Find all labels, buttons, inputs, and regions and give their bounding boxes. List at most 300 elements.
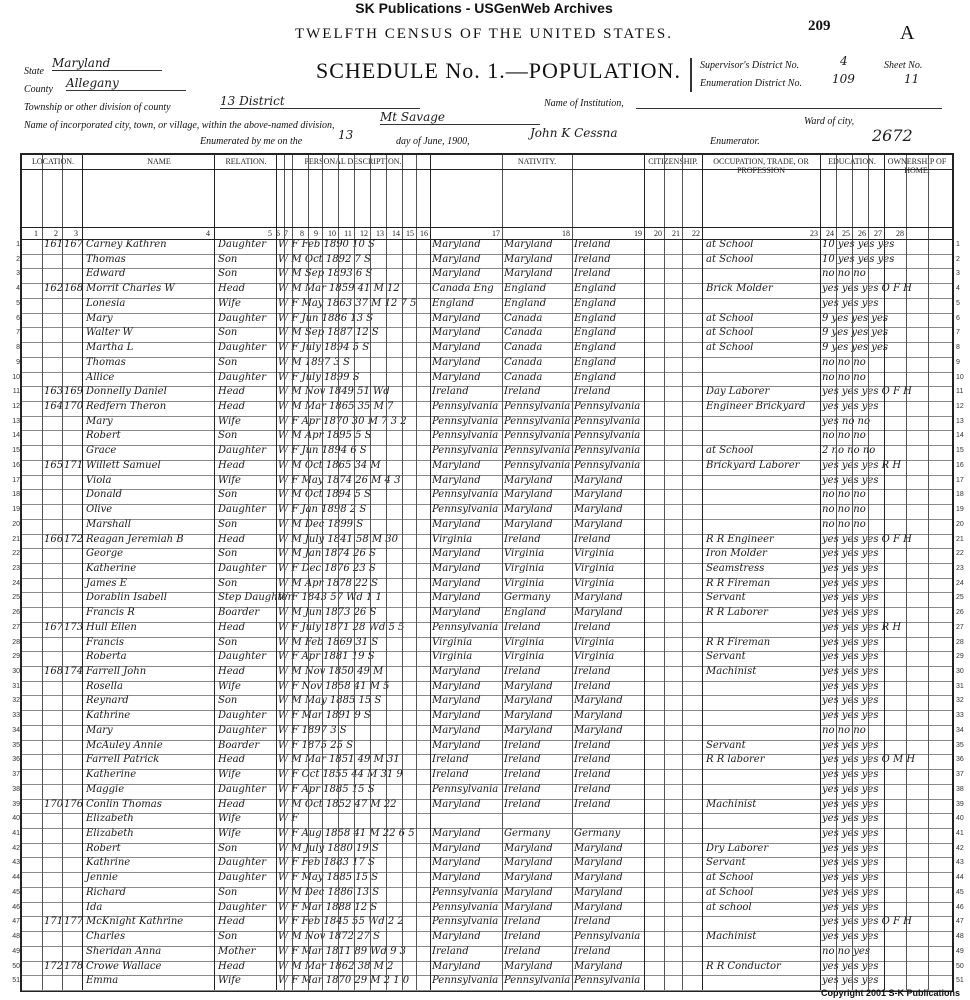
birthplace-father: Maryland	[504, 901, 553, 913]
birthplace-mother: Maryland	[574, 504, 623, 516]
header-rule	[22, 227, 952, 228]
person-name: Mary	[86, 312, 113, 324]
education-ownership: yes yes yes	[822, 607, 879, 619]
personal-description: W M Mar 1865 35 M 7	[278, 400, 394, 412]
row-number-right: 21	[956, 535, 964, 543]
birthplace-person: Pennsylvania	[432, 400, 499, 412]
person-name: McKnight Kathrine	[86, 916, 184, 928]
birthplace-person: Maryland	[432, 666, 481, 678]
birthplace-person: Pennsylvania	[432, 916, 499, 928]
birthplace-mother: Maryland	[574, 710, 623, 722]
relation: Wife	[218, 769, 241, 781]
education-ownership: yes yes yes	[822, 651, 879, 663]
row-number-right: 40	[956, 815, 964, 823]
row-number-right: 13	[956, 417, 964, 425]
person-name: Viola	[86, 474, 112, 486]
relation: Son	[218, 548, 238, 560]
relation: Son	[218, 636, 238, 648]
education-ownership: yes yes yes O M H	[822, 754, 916, 766]
county-label: County	[24, 84, 53, 95]
birthplace-person: Maryland	[432, 518, 481, 530]
row-number: 41	[12, 830, 20, 838]
relation: Mother	[218, 945, 256, 957]
dwelling-number: 172	[44, 960, 64, 972]
birthplace-father: Pennsylvania	[504, 975, 571, 987]
birthplace-father: Virginia	[504, 577, 545, 589]
occupation: at School	[706, 872, 754, 884]
column-rule	[322, 155, 323, 990]
occupation: Servant	[706, 592, 746, 604]
personal-description: W F Jan 1898 2 S	[278, 504, 367, 516]
person-name: Katherine	[86, 562, 137, 574]
row-number-right: 3	[956, 270, 960, 278]
education-ownership: yes yes yes	[822, 739, 879, 751]
occupation: Brickyard Laborer	[706, 459, 800, 471]
birthplace-father: Ireland	[504, 931, 541, 943]
column-rule	[852, 155, 853, 990]
relation: Head	[218, 798, 246, 810]
row-number-right: 33	[956, 712, 964, 720]
row-number-right: 37	[956, 771, 964, 779]
person-name: Elizabeth	[86, 828, 134, 840]
birthplace-father: Maryland	[504, 504, 553, 516]
row-number: 34	[12, 726, 20, 734]
family-number: 168	[64, 283, 84, 295]
state-label: State	[24, 66, 44, 77]
dwelling-number: 165	[44, 459, 64, 471]
row-number: 51	[12, 977, 20, 985]
person-name: Richard	[86, 886, 126, 898]
person-name: Charles	[86, 931, 126, 943]
row-number: 39	[12, 800, 20, 808]
birthplace-person: Pennsylvania	[432, 886, 499, 898]
row-number: 20	[12, 520, 20, 528]
personal-description: W M Mar 1862 38 M 2	[278, 960, 394, 972]
personal-description: W M Jan 1874 26 S	[278, 548, 376, 560]
column-rule	[402, 155, 403, 990]
birthplace-mother: Ireland	[574, 239, 611, 250]
birthplace-father: Ireland	[504, 533, 541, 545]
personal-description: W F May 1874 26 M 4 3	[278, 474, 401, 486]
birthplace-mother: Virginia	[574, 651, 615, 663]
column-number: 21	[672, 229, 680, 238]
birthplace-mother: Virginia	[574, 636, 615, 648]
birthplace-person: Virginia	[432, 533, 473, 545]
dwelling-number: 171	[44, 916, 64, 928]
birthplace-father: Germany	[504, 828, 551, 840]
education-ownership: yes no no	[822, 415, 870, 427]
relation: Daughter	[218, 710, 266, 722]
relation: Daughter	[218, 562, 266, 574]
birthplace-person: Maryland	[432, 548, 481, 560]
family-number: 178	[64, 960, 84, 972]
birthplace-mother: Pennsylvania	[574, 445, 641, 457]
column-number: 14	[392, 229, 400, 238]
column-rule	[416, 155, 417, 990]
birthplace-person: Pennsylvania	[432, 415, 499, 427]
birthplace-mother: Ireland	[574, 754, 611, 766]
sheet-letter: A	[900, 22, 915, 44]
column-number: 20	[654, 229, 662, 238]
personal-description: W M Apr 1878 22 S	[278, 577, 378, 589]
column-number: 5	[268, 229, 272, 238]
column-rule	[664, 155, 665, 990]
row-number-right: 15	[956, 447, 964, 455]
row-number: 24	[12, 579, 20, 587]
copyright-footer: Copyright 2001 S-K Publications	[820, 988, 960, 998]
birthplace-father: Maryland	[504, 857, 553, 869]
relation: Son	[218, 577, 238, 589]
education-ownership: no no no	[822, 371, 866, 383]
column-rule	[884, 155, 885, 990]
birthplace-mother: Ireland	[574, 945, 611, 957]
relation: Daughter	[218, 445, 266, 457]
occupation: Seamstress	[706, 562, 765, 574]
birthplace-person: Maryland	[432, 931, 481, 943]
birthplace-person: Ireland	[432, 754, 469, 766]
birthplace-mother: Maryland	[574, 886, 623, 898]
person-name: Martha L	[86, 342, 134, 354]
birthplace-person: Ireland	[432, 386, 469, 398]
column-number: 3	[74, 229, 78, 238]
birthplace-father: Maryland	[504, 886, 553, 898]
row-number-right: 27	[956, 623, 964, 631]
column-number: 4	[206, 229, 210, 238]
education-ownership: 2 no no no	[822, 445, 876, 457]
personal-description: W F Jun 1886 13 S	[278, 312, 374, 324]
birthplace-person: Maryland	[432, 562, 481, 574]
row-number-right: 9	[956, 358, 960, 366]
birthplace-person: Maryland	[432, 342, 481, 354]
row-number-right: 25	[956, 594, 964, 602]
person-name: Rosella	[86, 680, 123, 692]
personal-description: W F May 1885 15 S	[278, 872, 378, 884]
relation: Head	[218, 459, 246, 471]
institution-label: Name of Institution,	[544, 98, 624, 109]
person-name: Francis	[86, 636, 125, 648]
person-name: Kathrine	[86, 857, 131, 869]
column-number: 23	[810, 229, 818, 238]
row-number-right: 35	[956, 741, 964, 749]
personal-description: W F Feb 1845 55 Wd 2 2	[278, 916, 404, 928]
row-number: 6	[16, 314, 20, 322]
relation: Son	[218, 356, 238, 368]
row-number-right: 38	[956, 785, 964, 793]
census-title: TWELFTH CENSUS OF THE UNITED STATES.	[294, 26, 674, 42]
personal-description: W F July 1899 S	[278, 371, 360, 383]
birthplace-father: Maryland	[504, 239, 553, 250]
row-number-right: 26	[956, 609, 964, 617]
education-ownership: yes yes yes O F H	[822, 533, 912, 545]
birthplace-person: Maryland	[432, 592, 481, 604]
row-number: 38	[12, 785, 20, 793]
education-ownership: 10 yes yes yes	[822, 253, 895, 265]
row-number: 27	[12, 623, 20, 631]
personal-description: W M Oct 1892 7 S	[278, 253, 371, 265]
dwelling-number: 163	[44, 386, 64, 398]
column-number: 2	[54, 229, 58, 238]
birthplace-person: Ireland	[432, 769, 469, 781]
birthplace-mother: Maryland	[574, 489, 623, 501]
birthplace-person: Maryland	[432, 239, 481, 250]
birthplace-father: Maryland	[504, 489, 553, 501]
education-ownership: no no no	[822, 489, 866, 501]
person-name: Sheridan Anna	[86, 945, 162, 957]
personal-description: W F 1875 25 S	[278, 739, 353, 751]
column-rule	[572, 155, 573, 990]
column-rule	[370, 155, 371, 990]
birthplace-person: Maryland	[432, 371, 481, 383]
personal-description: W M Dec 1899 S	[278, 518, 364, 530]
personal-description: W F Aug 1858 41 M 22 6 5	[278, 828, 415, 840]
column-number: 12	[360, 229, 368, 238]
occupation: at School	[706, 445, 754, 457]
person-name: Morrit Charles W	[86, 283, 175, 295]
birthplace-father: Maryland	[504, 710, 553, 722]
birthplace-father: Maryland	[504, 960, 553, 972]
row-number: 13	[12, 417, 20, 425]
col-group-location: LOCATION.	[32, 157, 74, 166]
birthplace-mother: Ireland	[574, 798, 611, 810]
dwelling-number: 166	[44, 533, 64, 545]
row-number-right: 48	[956, 933, 964, 941]
birthplace-father: Maryland	[504, 724, 553, 736]
person-name: Katherine	[86, 769, 137, 781]
person-name: Marshall	[86, 518, 131, 530]
birthplace-mother: England	[574, 327, 617, 339]
row-number-right: 22	[956, 550, 964, 558]
birthplace-father: Ireland	[504, 754, 541, 766]
row-number-right: 30	[956, 668, 964, 676]
birthplace-father: Pennsylvania	[504, 459, 571, 471]
column-rule	[928, 155, 929, 990]
row-number: 50	[12, 962, 20, 970]
relation: Head	[218, 400, 246, 412]
birthplace-father: Maryland	[504, 474, 553, 486]
birthplace-father: Virginia	[504, 636, 545, 648]
education-ownership: yes yes yes	[822, 975, 879, 987]
personal-description: W F 1843 57 Wd 1 1	[278, 592, 382, 604]
ward-label: Ward of city,	[804, 116, 855, 127]
dwelling-number: 168	[44, 666, 64, 678]
relation: Boarder	[218, 607, 260, 619]
column-rule	[42, 155, 43, 990]
col-group-education: EDUCATION.	[828, 157, 876, 166]
education-ownership: 9 yes yes yes	[822, 312, 888, 324]
personal-description: W M July 1841 58 M 30	[278, 533, 399, 545]
row-number: 19	[12, 506, 20, 514]
family-number: 171	[64, 459, 84, 471]
person-name: Carney Kathren	[86, 239, 167, 250]
family-number: 172	[64, 533, 84, 545]
birthplace-person: Pennsylvania	[432, 489, 499, 501]
column-rule	[820, 155, 821, 990]
birthplace-person: Maryland	[432, 960, 481, 972]
birthplace-mother: Ireland	[574, 533, 611, 545]
relation: Daughter	[218, 872, 266, 884]
birthplace-mother: Maryland	[574, 724, 623, 736]
birthplace-person: Maryland	[432, 724, 481, 736]
row-number: 30	[12, 668, 20, 676]
birthplace-person: Maryland	[432, 268, 481, 280]
dwelling-number: 167	[44, 621, 64, 633]
person-name: Dorablin Isabell	[86, 592, 167, 604]
personal-description: W F Mar 1811 89 Wd 9 3	[278, 945, 407, 957]
birthplace-father: Ireland	[504, 666, 541, 678]
family-number: 176	[64, 798, 84, 810]
row-number: 21	[12, 535, 20, 543]
personal-description: W M Nov 1849 51 Wd	[278, 386, 390, 398]
row-number: 32	[12, 697, 20, 705]
occupation: at school	[706, 901, 752, 913]
person-name: Robert	[86, 430, 121, 442]
row-number: 45	[12, 888, 20, 896]
row-number-right: 18	[956, 491, 964, 499]
row-number: 48	[12, 933, 20, 941]
personal-description: W F	[278, 813, 299, 825]
column-rule	[386, 155, 387, 990]
column-rule	[354, 155, 355, 990]
education-ownership: yes yes yes	[822, 474, 879, 486]
occupation: Dry Laborer	[706, 842, 769, 854]
family-number: 177	[64, 916, 84, 928]
education-ownership: no no no	[822, 268, 866, 280]
birthplace-father: Maryland	[504, 253, 553, 265]
enumerator-name: John K Cessna	[530, 126, 618, 140]
birthplace-mother: Ireland	[574, 268, 611, 280]
occupation: Servant	[706, 739, 746, 751]
personal-description: W M Oct 1865 34 M	[278, 459, 381, 471]
occupation: at School	[706, 239, 754, 250]
personal-description: W M Nov 1850 49 M	[278, 666, 384, 678]
person-name: Farrell John	[86, 666, 147, 678]
birthplace-father: Canada	[504, 327, 543, 339]
birthplace-person: Maryland	[432, 356, 481, 368]
relation: Daughter	[218, 857, 266, 869]
source-banner: SK Publications - USGenWeb Archives	[355, 0, 613, 16]
personal-description: W F Nov 1858 41 M 5	[278, 680, 390, 692]
birthplace-person: Maryland	[432, 607, 481, 619]
relation: Son	[218, 842, 238, 854]
education-ownership: 10 yes yes yes	[822, 239, 895, 250]
header-rule	[22, 169, 952, 170]
column-number: 25	[842, 229, 850, 238]
city-value: Mt Savage	[380, 110, 540, 125]
row-number: 25	[12, 594, 20, 602]
occupation: Machinist	[706, 931, 757, 943]
education-ownership: yes yes yes	[822, 857, 879, 869]
person-name: Crowe Wallace	[86, 960, 162, 972]
personal-description: W M Mar 1851 49 M 31	[278, 754, 400, 766]
column-number: 6	[276, 229, 280, 238]
occupation: Brick Molder	[706, 283, 773, 295]
personal-description: W F Jun 1894 6 S	[278, 445, 367, 457]
occupation: Machinist	[706, 798, 757, 810]
birthplace-person: Maryland	[432, 710, 481, 722]
birthplace-person: Maryland	[432, 312, 481, 324]
col-group-occupation: OCCUPATION, TRADE, OR PROFESSION	[713, 157, 809, 175]
personal-description: W M Mar 1859 41 M 12	[278, 283, 400, 295]
column-rule	[702, 155, 703, 990]
col-group-relation: RELATION.	[225, 157, 267, 166]
relation: Head	[218, 916, 246, 928]
row-number: 9	[16, 358, 20, 366]
relation: Wife	[218, 680, 241, 692]
column-number: 15	[406, 229, 414, 238]
row-number: 5	[16, 299, 20, 307]
row-number: 23	[12, 564, 20, 572]
education-ownership: yes yes yes	[822, 297, 879, 309]
occupation: Day Laborer	[706, 386, 770, 398]
row-number: 37	[12, 771, 20, 779]
person-name: Reynard	[86, 695, 129, 707]
row-number-right: 49	[956, 947, 964, 955]
birthplace-father: Ireland	[504, 769, 541, 781]
row-number: 44	[12, 874, 20, 882]
row-number-right: 14	[956, 432, 964, 440]
column-number: 8	[300, 229, 304, 238]
dwelling-number: 161	[44, 239, 64, 250]
supervisor-value: 4	[840, 54, 848, 68]
row-number-right: 44	[956, 874, 964, 882]
birthplace-mother: Maryland	[574, 842, 623, 854]
relation: Daughter	[218, 504, 266, 516]
personal-description: W F Feb 1890 10 S	[278, 239, 375, 250]
row-number-right: 51	[956, 977, 964, 985]
education-ownership: yes yes yes	[822, 828, 879, 840]
col-group-name: NAME	[147, 157, 171, 166]
personal-description: W M Feb 1869 31 S	[278, 636, 379, 648]
column-rule	[284, 155, 285, 990]
education-ownership: no no no	[822, 724, 866, 736]
birthplace-father: Ireland	[504, 916, 541, 928]
birthplace-person: Virginia	[432, 651, 473, 663]
birthplace-mother: Ireland	[574, 621, 611, 633]
education-ownership: yes yes yes O F H	[822, 386, 912, 398]
education-ownership: yes yes yes	[822, 798, 879, 810]
birthplace-father: Maryland	[504, 268, 553, 280]
sheet-label: Sheet No.	[884, 60, 923, 71]
enumerated-prefix: Enumerated by me on the	[200, 136, 303, 147]
birthplace-mother: England	[574, 312, 617, 324]
county-value: Allegany	[66, 76, 186, 91]
row-number-right: 19	[956, 506, 964, 514]
birthplace-mother: England	[574, 356, 617, 368]
occupation: at School	[706, 327, 754, 339]
birthplace-person: Maryland	[432, 695, 481, 707]
column-number: 28	[896, 229, 904, 238]
enum-district-value: 109	[832, 72, 855, 86]
birthplace-person: Maryland	[432, 577, 481, 589]
row-number: 16	[12, 461, 20, 469]
col-group-citizenship: CITIZENSHIP.	[648, 157, 698, 166]
birthplace-person: Maryland	[432, 872, 481, 884]
birthplace-mother: Maryland	[574, 872, 623, 884]
education-ownership: no no no	[822, 504, 866, 516]
birthplace-father: Ireland	[504, 386, 541, 398]
birthplace-father: Canada	[504, 356, 543, 368]
family-number: 173	[64, 621, 84, 633]
education-ownership: 9 yes yes yes	[822, 327, 888, 339]
personal-description: W F Oct 1855 44 M 31 9	[278, 769, 403, 781]
birthplace-father: Virginia	[504, 562, 545, 574]
birthplace-mother: Pennsylvania	[574, 459, 641, 471]
row-number-right: 2	[956, 255, 960, 263]
personal-description: W M Jun 1873 26 S	[278, 607, 377, 619]
occupation: at School	[706, 312, 754, 324]
row-number-right: 43	[956, 859, 964, 867]
page-number: 209	[808, 18, 831, 34]
